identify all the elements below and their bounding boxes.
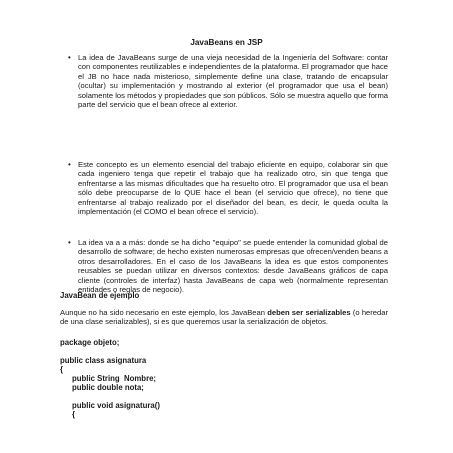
example-paragraph-bold: deben ser serializables bbox=[267, 308, 351, 317]
bullet-item-1 bbox=[68, 53, 388, 110]
bullet-symbol: • bbox=[68, 238, 71, 247]
document-title: JavaBeans en JSP bbox=[190, 38, 263, 47]
bullet-symbol: • bbox=[68, 53, 71, 62]
bullet-symbol: • bbox=[68, 160, 71, 169]
code-open-brace: { bbox=[60, 365, 64, 374]
bullet-text: Este concepto es un elemento esencial del trabajo eficiente en equipo, colaborar sin que cada ingeniero tenga que repetir el trabajo que ha realizado otro, sin que tenga que enfrentarse a las mismas dificultades que ha resuelto otro. El programador que usa el bean sólo debe preocuparse de lo QUE hace el bean (el servicio que ofrece), no tiene que enfrentarse al trabajo realizado por el diseñador del bean, es decir, le queda oculta la implementación (el COMO el bean ofrece el servicio). bbox=[78, 160, 388, 217]
example-paragraph bbox=[60, 308, 388, 327]
example-paragraph-start: Aunque no ha sido necesario en este ejemplo, los JavaBean bbox=[60, 308, 268, 317]
bullet-item-3 bbox=[68, 238, 388, 295]
example-paragraph-end: (o heredar de una clase serializables), si es que queremos usar la serialización de objetos. bbox=[60, 308, 389, 327]
bullet-text: La idea de JavaBeans surge de una vieja necesidad de la Ingeniería del Software: contar con componentes reutilizables e independientes de la plataforma. El programador que hace el JB no hace nada misterioso, simplemente define una clase, tratando de encapsular (ocultar) su implementación y mostrando al exterior (el programador que usa el bean) solamente los métodos y propiedades que son públicos. Sólo se muestra aquello que forma parte del servicio que el bean ofrece al exterior. bbox=[78, 53, 388, 110]
code-inner-brace: { bbox=[72, 410, 76, 419]
code-constructor: public void asignatura() bbox=[72, 401, 160, 410]
example-heading: JavaBean de ejemplo bbox=[60, 291, 140, 300]
bullet-text: La idea va a a más: donde se ha dicho "equipo" se puede entender la comunidad global de desarrollo de software; de hecho existen numerosas empresas que ofrecen/venden beans a otros desarrolladores. En el caso de los JavaBeans la idea es que estos componentes reusables se puedan utilizar en diversos contextos: desde JavaBeans gráficos de capa cliente (controles de interfaz) hasta JavaBeans de capa web (normalmente representan entidades o reglas de negocio). bbox=[78, 238, 388, 295]
bullet-item-2 bbox=[68, 160, 388, 217]
code-class-line: public class asignatura bbox=[60, 356, 147, 365]
code-field-nombre: public String Nombre; bbox=[72, 374, 157, 383]
code-package-line: package objeto; bbox=[60, 338, 120, 347]
code-field-nota: public double nota; bbox=[72, 383, 144, 392]
